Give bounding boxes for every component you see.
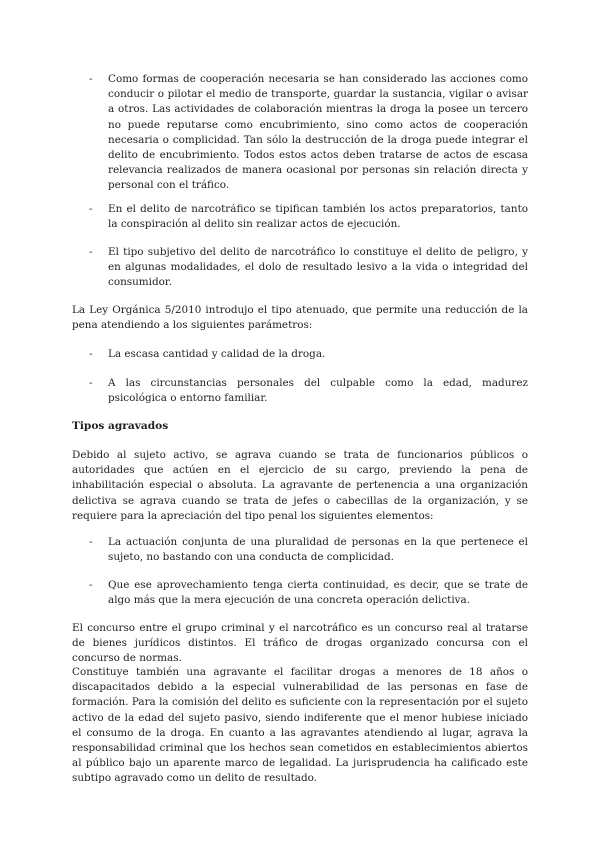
bullet-preparatorios: En el delito de narcotráfico se tipifican también los actos preparatorios, tanto la conspiración al delito sin realizar actos de ejecución. bbox=[108, 203, 528, 231]
bullet-actuacion-conjunta: La actuación conjunta de una pluralidad de personas en la que pertenece el sujeto, no bastando con una conducta de complicidad. bbox=[108, 536, 528, 564]
bullet-dash: - bbox=[89, 348, 93, 360]
bullet-dash: - bbox=[89, 579, 93, 591]
bullet-dash: - bbox=[89, 377, 93, 389]
bullet-cantidad: La escasa cantidad y calidad de la droga. bbox=[108, 348, 326, 360]
bullet-subjetivo: El tipo subjetivo del delito de narcotráfico lo constituye el delito de peligro, y en algunas modalidades, el dolo de resultado lesivo a la vida o integridad del consumidor. bbox=[108, 246, 528, 289]
paragraph-sujeto-activo: Debido al sujeto activo, se agrava cuando se trata de funcionarios públicos o autoridades que actúen en el ejercicio de su cargo, previendo la pena de inhabilitación especial o absoluta. La agravante de pertenencia a una organización delictiva se agrava cuando se trata de jefes o cabecillas de la organización, y se requiere para la apreciación del tipo penal los siguientes elementos: bbox=[72, 449, 528, 522]
bullet-dash: - bbox=[89, 203, 93, 215]
heading-tipos-agravados: Tipos agravados bbox=[72, 420, 169, 432]
paragraph-ley-organica: La Ley Orgánica 5/2010 introdujo el tipo atenuado, que permite una reducción de la pena atendiendo a los siguientes parámetros: bbox=[72, 304, 528, 332]
bullet-aprovechamiento: Que ese aprovechamiento tenga cierta continuidad, es decir, que se trate de algo más que la mera ejecución de una concreta operación delictiva. bbox=[108, 579, 528, 607]
bullet-dash: - bbox=[89, 73, 93, 85]
paragraph-menores: Constituye también una agravante el facilitar drogas a menores de 18 años o discapacitados debido a la especial vulnerabilidad de las personas en fase de formación. Para la comisión del delito es suficiente con la representación por el sujeto activo de la edad del sujeto pasivo, siendo indiferente que el menor hubiese iniciado el consumo de la droga. En cuanto a las agravantes atendiendo al lugar, agrava la responsabilidad criminal que los hechos sean cometidos en establecimientos abiertos al público bajo un aparente marco de legalidad. La jurisprudencia ha calificado este subtipo agravado como un delito de resultado. bbox=[72, 666, 528, 785]
paragraph-concurso: El concurso entre el grupo criminal y el narcotráfico es un concurso real al tratarse de bienes jurídicos distintos. El tráfico de drogas organizado concursa con el concurso de normas. bbox=[72, 622, 528, 665]
bullet-cooperacion: Como formas de cooperación necesaria se han considerado las acciones como conducir o pilotar el medio de transporte, guardar la sustancia, vigilar o avisar a otros. Las actividades de colaboración mientras la droga la posee un tercero no puede reputarse como encubrimiento, sino como actos de cooperación necesaria o complicidad. Tan sólo la destrucción de la droga puede integrar el delito de encubrimiento. Todos estos actos deben tratarse de actos de escasa relevancia realizados de manera ocasional por personas sin relación directa y personal con el tráfico. bbox=[108, 73, 528, 192]
bullet-dash: - bbox=[89, 536, 93, 548]
bullet-circunstancias: A las circunstancias personales del culpable como la edad, madurez psicológica o entorno familiar. bbox=[108, 377, 528, 405]
bullet-dash: - bbox=[89, 246, 93, 258]
